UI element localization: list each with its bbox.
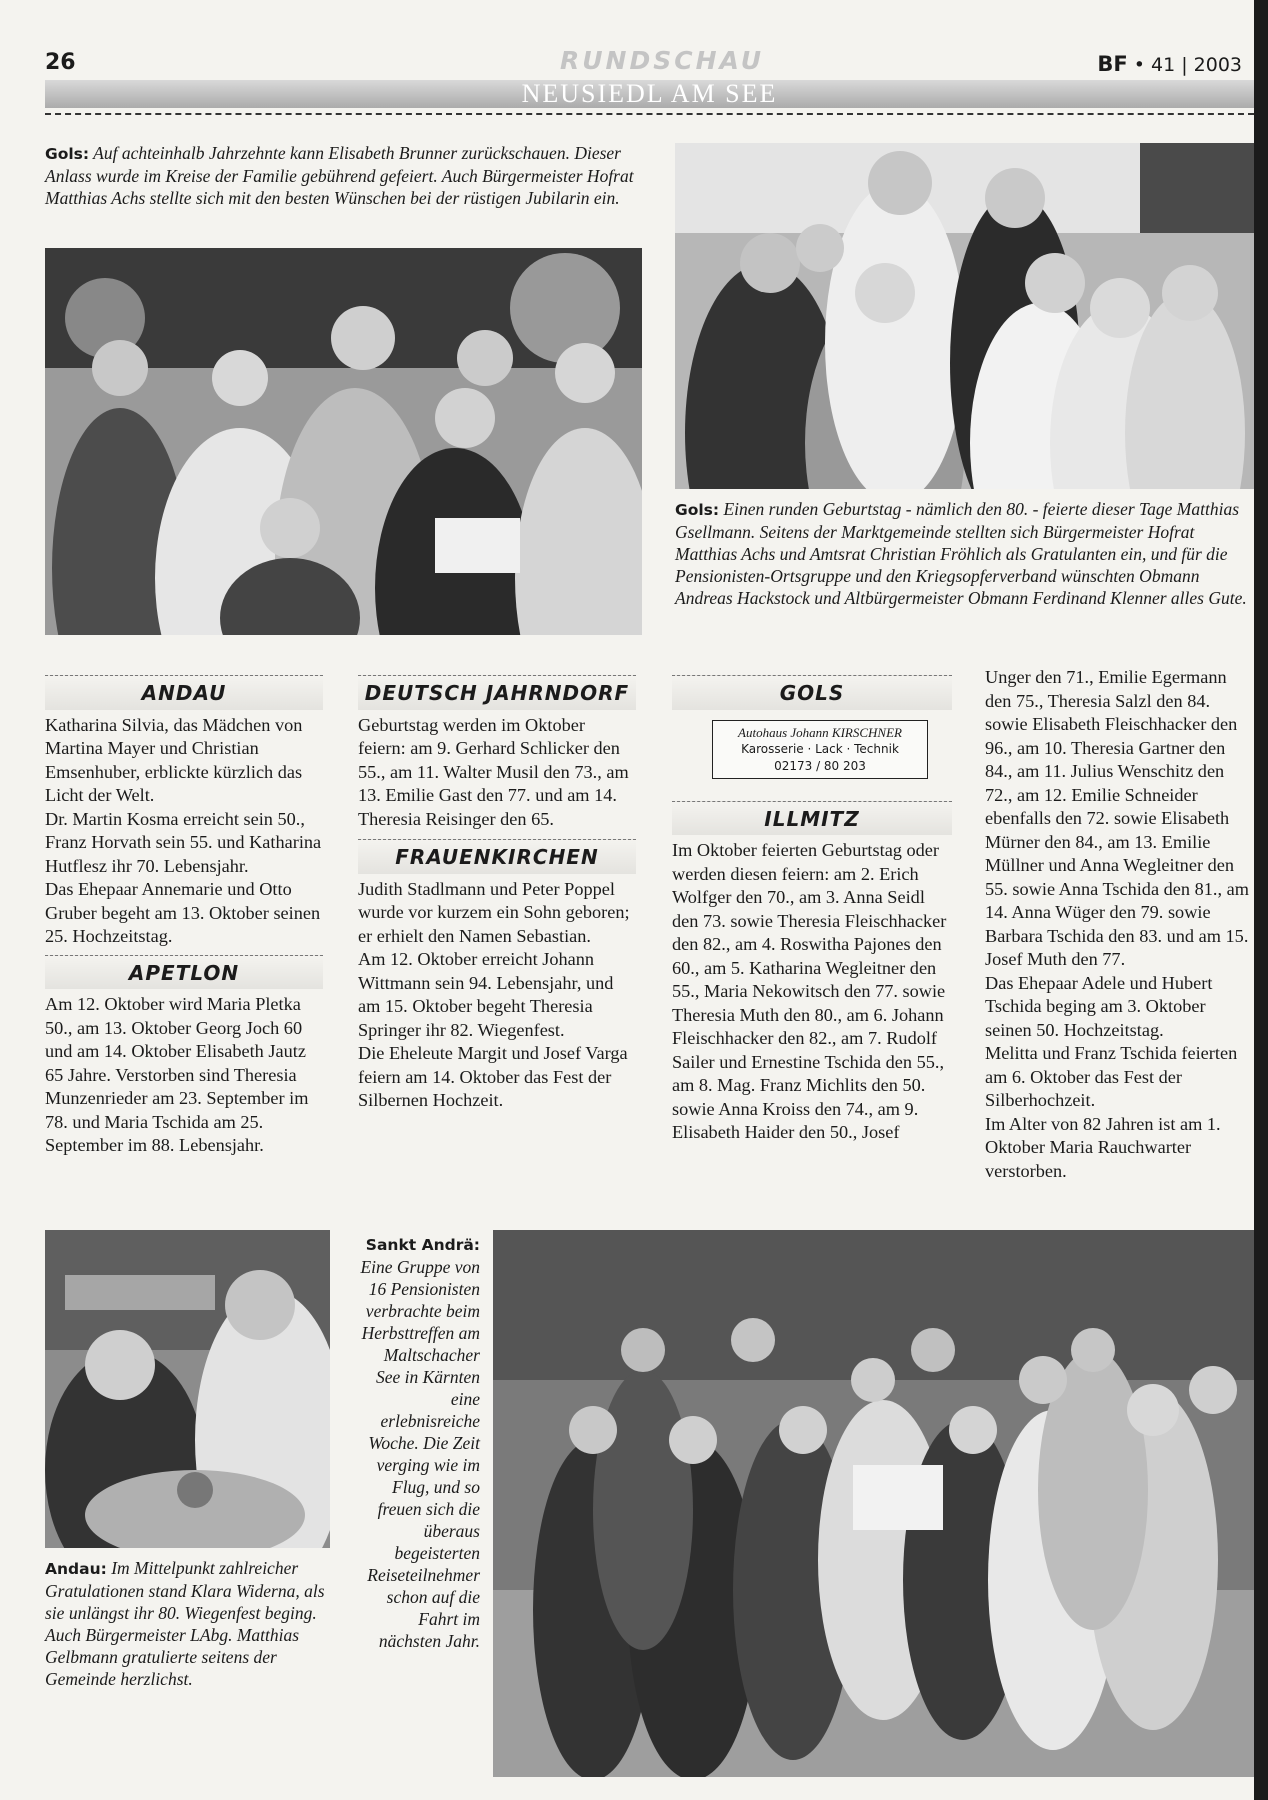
photo-image xyxy=(675,143,1254,489)
photo-image xyxy=(45,1230,330,1548)
photo-caption-sankt-andrae xyxy=(356,1233,480,1652)
column-3 xyxy=(672,675,952,1145)
ad-company: Autohaus Johann KIRSCHNER xyxy=(738,724,902,740)
photo-gols-family xyxy=(45,248,642,635)
photo-image xyxy=(493,1230,1254,1777)
header-divider xyxy=(45,113,1254,115)
illmitz-cont-paragraph-3: Melitta und Franz Tschida feierten am 6. Oktober das Fest der Silberhochzeit. xyxy=(985,1043,1238,1110)
section-heading-frauenkirchen: FRAUENKIRCHEN xyxy=(358,839,636,874)
photo-andau xyxy=(45,1230,330,1548)
illmitz-cont-paragraph-2: Das Ehepaar Adele und Hubert Tschida beging am 3. Oktober seinen 50. Hochzeitstag. xyxy=(985,972,1213,1040)
andau-paragraph-1: Katharina Silvia, das Mädchen von Martina Mayer und Christian Emsenhuber, erblickte kürzlich das Licht der Welt. xyxy=(45,714,303,805)
brand: BF xyxy=(1097,52,1128,76)
photo-caption-gols-2 xyxy=(675,498,1255,609)
apetlon-paragraph-1: Am 12. Oktober wird Maria Pletka 50., am 13. Oktober Georg Joch 60 und am 14. Oktober Elisabeth Jautz 65 Jahre. Verstorben sind Theresia Munzenrieder am 23. September im 78. und Maria Tschida am 25. September im 88. Lebensjahr. xyxy=(45,994,309,1155)
column-4 xyxy=(985,666,1253,1183)
caption-text: Im Mittelpunkt zahlreicher Gratulationen stand Klara Widerna, als sie unlängst ihr 80. Wiegenfest beging. Auch Bürgermeister LAbg. Matthias Gelbmann gratulierte seitens der Gemeinde herzlichst. xyxy=(45,1558,325,1689)
section-heading-apetlon: APETLON xyxy=(45,955,323,990)
illmitz-cont-paragraph-1: Unger den 71., Emilie Egermann den 75., Theresia Salzl den 84. sowie Elisabeth Fleischhacker den 96., am 10. Theresia Gartner den 84., am 11. Julius Wenschitz den 72., am 12. Emilie Schneider ebenfalls den 72. sowie Elisabeth Mürner den 84., am 13. Emilie Müllner und Anna Wegleitner den 55. sowie Anna Tschida den 81., am 14. Anna Wüger den 79. sowie Barbara Tschida den 83. und am 15. Josef Muth den 77. xyxy=(985,667,1249,969)
deutsch-jahrndorf-paragraph-1: Geburtstag werden im Oktober feiern: am 9. Gerhard Schlicker den 55., am 11. Walter Musil den 73., am 13. Emilie Gast den 77. und am 14. Theresia Reisinger den 65. xyxy=(358,714,629,829)
photo-image xyxy=(45,248,642,635)
issue-info xyxy=(1097,52,1242,76)
photo-caption-andau xyxy=(45,1557,330,1690)
frauenkirchen-paragraph-3: Die Eheleute Margit und Josef Varga feiern am 14. Oktober das Fest der Silbernen Hochzeit. xyxy=(358,1043,628,1110)
page-edge xyxy=(1254,0,1268,1800)
caption-place: Sankt Andrä: xyxy=(365,1236,480,1254)
frauenkirchen-paragraph-2: Am 12. Oktober erreicht Johann Wittmann sein 94. Lebensjahr, und am 15. Oktober begeht Theresia Springer ihr 82. Wiegenfest. xyxy=(358,949,614,1040)
section-title: NEUSIEDL AM SEE xyxy=(521,79,778,108)
ad-services: Karosserie · Lack · Technik xyxy=(741,741,899,756)
ad-phone: 02173 / 80 203 xyxy=(774,758,866,773)
masthead: RUNDSCHAU xyxy=(560,46,765,75)
section-heading-deutsch-jahrndorf: DEUTSCH JAHRNDORF xyxy=(358,675,636,710)
column-1 xyxy=(45,675,323,1158)
section-heading-gols: GOLS xyxy=(672,675,952,710)
issue-number: 41 | 2003 xyxy=(1150,54,1242,76)
photo-caption-gols-1 xyxy=(45,142,645,209)
caption-text: Eine Gruppe von 16 Pensionisten verbrachte beim Herbsttreffen am Maltschacher See in Kärnten eine erlebnisreiche Woche. Die Zeit verging wie im Flug, und so freuen sich die überaus begeisterten Reiseteilnehmer schon auf die Fahrt im nächsten Jahr. xyxy=(360,1257,480,1651)
caption-place: Gols: xyxy=(45,145,90,163)
photo-sankt-andrae-group xyxy=(493,1230,1254,1777)
caption-text: Einen runden Geburtstag - nämlich den 80. - feierte dieser Tage Matthias Gsellmann. Seitens der Marktgemeinde stellten sich Bürgermeister Hofrat Matthias Achs und Amtsrat Christian Fröhlich als Gratulanten ein, und für die Pensionisten-Ortsgruppe und den Kriegsopferverband wünschten Obmann Andreas Hackstock und Altbürgermeister Obmann Ferdinand Klenner alles Gute. xyxy=(675,499,1247,608)
andau-paragraph-2: Dr. Martin Kosma erreicht sein 50., Franz Horvath sein 55. und Katharina Hutflesz ihr 70. Lebensjahr. xyxy=(45,808,322,876)
bullet-separator: • xyxy=(1133,54,1151,76)
andau-paragraph-3: Das Ehepaar Annemarie und Otto Gruber begeht am 13. Oktober seinen 25. Hochzeitstag. xyxy=(45,879,321,946)
section-heading-illmitz: ILLMITZ xyxy=(672,801,952,836)
advertisement xyxy=(712,720,928,779)
illmitz-cont-paragraph-4: Im Alter von 82 Jahren ist am 1. Oktober Maria Rauchwarter verstorben. xyxy=(985,1113,1221,1181)
page-number: 26 xyxy=(45,50,76,75)
illmitz-paragraph-1: Im Oktober feierten Geburtstag oder werden diesen feiern: am 2. Erich Wolfger den 70., am 3. Anna Seidl den 73. sowie Theresia Fleischhacker den 82., am 4. Roswitha Pajones den 60., am 5. Katharina Wegleitner den 55., Maria Nekowitsch den 77. sowie Theresia Muth den 80., am 6. Johann Fleischhacker den 82., am 7. Rudolf Sailer und Ernestine Tschida den 55., am 8. Mag. Franz Michlits den 50. sowie Anna Kroiss den 74., am 9. Elisabeth Haider den 50., Josef xyxy=(672,840,947,1142)
caption-place: Andau: xyxy=(45,1560,107,1578)
section-heading-andau: ANDAU xyxy=(45,675,323,710)
column-2 xyxy=(358,675,636,1113)
caption-place: Gols: xyxy=(675,501,720,519)
photo-gols-birthday xyxy=(675,143,1254,489)
caption-text: Auf achteinhalb Jahrzehnte kann Elisabeth Brunner zurückschauen. Dieser Anlass wurde im Kreise der Familie gebührend gefeiert. Auch Bürgermeister Hofrat Matthias Achs stellte sich mit den besten Wünschen bei der rüstigen Jubilarin ein. xyxy=(45,143,634,208)
frauenkirchen-paragraph-1: Judith Stadlmann und Peter Poppel wurde vor kurzem ein Sohn geboren; er erhielt den Namen Sebastian. xyxy=(358,878,630,946)
